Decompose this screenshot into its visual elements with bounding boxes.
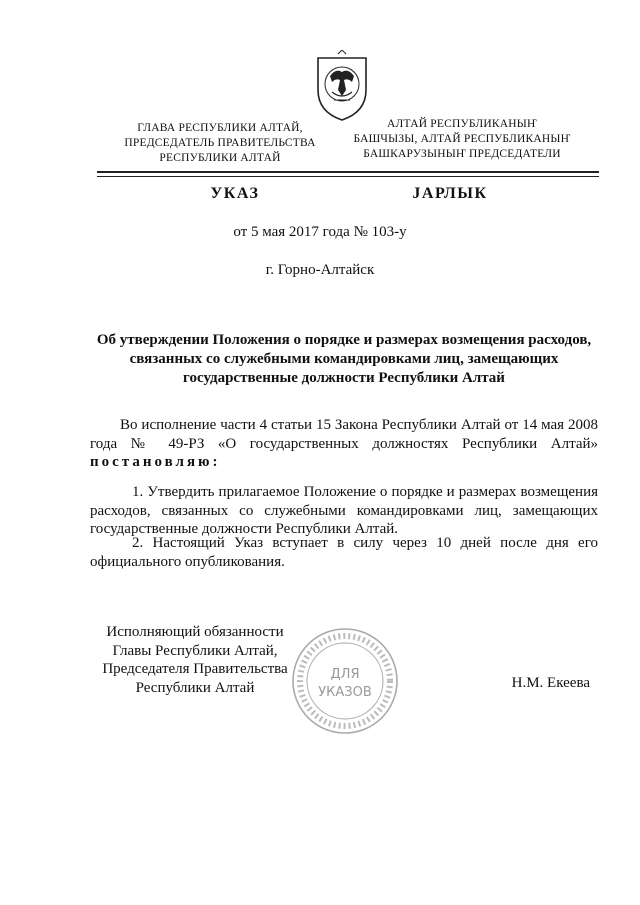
city-line: г. Горно-Алтайск [265, 262, 375, 278]
header-right-line: АЛТАЙ РЕСПУБЛИКАНЫҤ [387, 118, 537, 130]
header-left-line: ПРЕДСЕДАТЕЛЬ ПРАВИТЕЛЬСТВА [124, 137, 316, 149]
document-title-alt: JАРЛЫК [412, 185, 488, 202]
body-item-1: 1. Утвердить прилагаемое Положение о порядке и размерах возмещения расходов, связанных со служебными командировками лиц, замещающих государственные должности Республики Алтай. [90, 484, 598, 537]
date-number-line: от 5 мая 2017 года № 103-у [233, 224, 407, 240]
signatory-line: Главы Республики Алтай, [112, 642, 278, 659]
body-paragraph-preamble [90, 416, 598, 472]
header-right-block [342, 117, 582, 162]
signatory-line: Председателя Правительства [102, 661, 288, 677]
body-item-2: 2. Настоящий Указ вступает в силу через 10 дней после дня его официального опубликования. [90, 535, 598, 570]
signatory-name: Н.М. Екеева [511, 675, 590, 691]
header-left-line: РЕСПУБЛИКИ АЛТАЙ [159, 152, 281, 164]
header-divider-thick [97, 171, 599, 173]
official-seal-stamp [290, 626, 400, 736]
stamp-line: ДЛЯ [330, 667, 360, 682]
header-left-line: ГЛАВА РЕСПУБЛИКИ АЛТАЙ, [137, 122, 303, 134]
signatory-line: Республики Алтай [135, 679, 255, 696]
coat-of-arms-emblem [312, 50, 372, 122]
preamble-text: Во исполнение части 4 статьи 15 Закона Республики Алтай от 14 мая 2008 года № 49-РЗ «О государственных должностях Республики Алтай» [90, 417, 598, 452]
stamp-line: УКАЗОВ [318, 685, 372, 700]
decree-subject: Об утверждении Положения о порядке и размерах возмещения расходов, связанных со служебными командировками лиц, замещающих государственные должности Республики Алтай [96, 332, 592, 386]
signatory-line: Исполняющий обязанности [106, 624, 284, 640]
decree-word: постановляю: [90, 454, 221, 470]
signatory-position [90, 623, 300, 697]
header-right-line: БАШЧЫЗЫ, АЛТАЙ РЕСПУБЛИКАНЫҤ [353, 133, 571, 145]
header-right-line: БАШКАРУЗЫНЫҤ ПРЕДСЕДАТЕЛИ [363, 148, 561, 160]
header-divider-thin [97, 176, 599, 177]
header-left-block [100, 121, 340, 166]
document-title-ru: УКАЗ [210, 185, 260, 202]
